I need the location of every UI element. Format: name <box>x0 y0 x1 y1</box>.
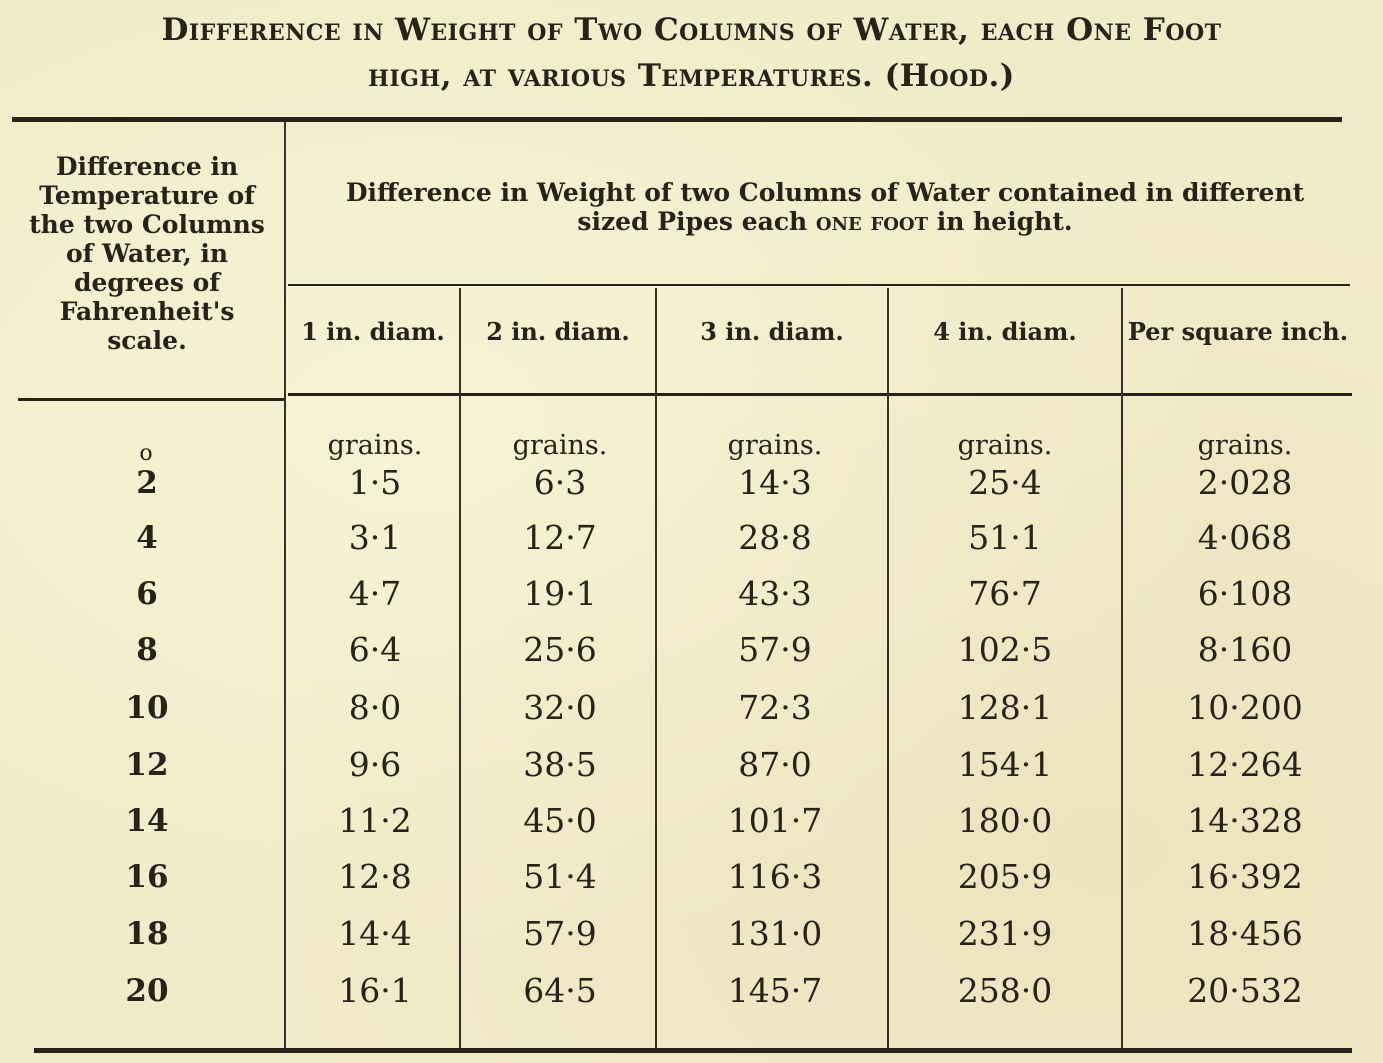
value-cell: 76·7 <box>968 574 1042 613</box>
column-divider-3 <box>655 288 657 1048</box>
temperature-header-line: of Water, in <box>65 239 229 268</box>
value-cell: 12·8 <box>338 857 412 896</box>
value-cell: 25·6 <box>523 630 597 669</box>
bottom-rule <box>34 1048 1352 1053</box>
value-cell: 18·456 <box>1187 914 1303 953</box>
temperature-header-line: degrees of <box>73 268 221 297</box>
value-cell: 128·1 <box>957 688 1053 727</box>
group-header-line-2 <box>290 207 1360 236</box>
value-cell: 14·3 <box>738 463 812 502</box>
value-cell: 6·3 <box>533 463 587 502</box>
column-divider-2 <box>459 288 461 1048</box>
temperature-column-header <box>24 152 270 355</box>
temperature-header-line: Difference in <box>55 152 239 181</box>
weight-group-header <box>290 178 1360 236</box>
column-header-rule <box>288 393 1352 396</box>
table-title-line-1: Difference in Weight of Two Columns of Water, each One Foot <box>161 12 1222 48</box>
value-cell: 20·532 <box>1187 971 1303 1010</box>
unit-label: grains. <box>1197 430 1293 461</box>
value-cell: 180·0 <box>957 801 1053 840</box>
value-cell: 51·1 <box>968 518 1042 557</box>
value-cell: 38·5 <box>523 745 597 784</box>
temperature-header-line: the two Columns <box>29 210 265 239</box>
temperature-cell: 2 <box>136 465 158 501</box>
column-header-1-in: 1 in. diam. <box>301 317 445 346</box>
value-cell: 28·8 <box>738 518 812 557</box>
value-cell: 3·1 <box>348 518 402 557</box>
group-header-rule <box>288 284 1350 286</box>
value-cell: 101·7 <box>727 801 823 840</box>
value-cell: 1·5 <box>348 463 402 502</box>
temperature-cell: 10 <box>125 690 169 726</box>
temperature-cell: 20 <box>125 973 169 1009</box>
value-cell: 57·9 <box>738 630 812 669</box>
value-cell: 131·0 <box>727 914 823 953</box>
value-cell: 6·108 <box>1197 574 1293 613</box>
value-cell: 116·3 <box>727 857 823 896</box>
value-cell: 16·1 <box>338 971 412 1010</box>
value-cell: 145·7 <box>727 971 823 1010</box>
value-cell: 258·0 <box>957 971 1053 1010</box>
temperature-cell: 4 <box>136 520 158 556</box>
group-header-text: in height. <box>928 207 1073 236</box>
unit-label: grains. <box>727 430 823 461</box>
value-cell: 2·028 <box>1197 463 1293 502</box>
value-cell: 205·9 <box>957 857 1053 896</box>
temperature-header-line: scale. <box>107 326 187 355</box>
value-cell: 72·3 <box>738 688 812 727</box>
value-cell: 45·0 <box>523 801 597 840</box>
value-cell: 12·7 <box>523 518 597 557</box>
temperature-header-line: Temperature of <box>39 181 255 210</box>
value-cell: 11·2 <box>338 801 412 840</box>
value-cell: 154·1 <box>957 745 1053 784</box>
value-cell: 32·0 <box>523 688 597 727</box>
temperature-cell: 12 <box>125 747 169 783</box>
header-bottom-rule-left <box>18 398 284 401</box>
unit-label: grains. <box>512 430 608 461</box>
table-title-line-2: high, at various Temperatures. (Hood.) <box>368 58 1015 94</box>
column-divider-5 <box>1121 288 1123 1048</box>
value-cell: 6·4 <box>348 630 402 669</box>
value-cell: 51·4 <box>523 857 597 896</box>
value-cell: 4·7 <box>348 574 402 613</box>
value-cell: 87·0 <box>738 745 812 784</box>
value-cell: 8·0 <box>348 688 402 727</box>
top-rule <box>12 117 1342 122</box>
value-cell: 12·264 <box>1187 745 1303 784</box>
temperature-cell: 14 <box>125 803 169 839</box>
value-cell: 8·160 <box>1197 630 1293 669</box>
unit-label: grains. <box>957 430 1053 461</box>
value-cell: 4·068 <box>1197 518 1293 557</box>
column-divider-1 <box>284 122 286 1048</box>
value-cell: 14·328 <box>1187 801 1303 840</box>
temperature-cell: 6 <box>136 576 158 612</box>
value-cell: 19·1 <box>523 574 597 613</box>
temperature-header-line: Fahrenheit's <box>59 297 235 326</box>
degree-symbol: o <box>139 441 153 466</box>
value-cell: 43·3 <box>738 574 812 613</box>
value-cell: 57·9 <box>523 914 597 953</box>
value-cell: 102·5 <box>957 630 1053 669</box>
temperature-cell: 16 <box>125 859 169 895</box>
value-cell: 231·9 <box>957 914 1053 953</box>
value-cell: 14·4 <box>338 914 412 953</box>
unit-label: grains. <box>327 430 423 461</box>
value-cell: 25·4 <box>968 463 1042 502</box>
column-header-2-in: 2 in. diam. <box>486 317 630 346</box>
group-header-emphasis: one foot <box>815 207 929 236</box>
column-divider-4 <box>887 288 889 1048</box>
value-cell: 64·5 <box>523 971 597 1010</box>
group-header-text: sized Pipes each <box>577 207 816 236</box>
group-header-line-1: Difference in Weight of two Columns of Water contained in different <box>345 178 1305 207</box>
value-cell: 9·6 <box>348 745 402 784</box>
column-header-3-in: 3 in. diam. <box>700 317 844 346</box>
value-cell: 16·392 <box>1187 857 1303 896</box>
value-cell: 10·200 <box>1187 688 1303 727</box>
column-header-per-square-inch: Per square inch. <box>1127 317 1349 346</box>
temperature-cell: 18 <box>125 916 169 952</box>
column-header-4-in: 4 in. diam. <box>933 317 1077 346</box>
temperature-cell: 8 <box>136 632 158 668</box>
